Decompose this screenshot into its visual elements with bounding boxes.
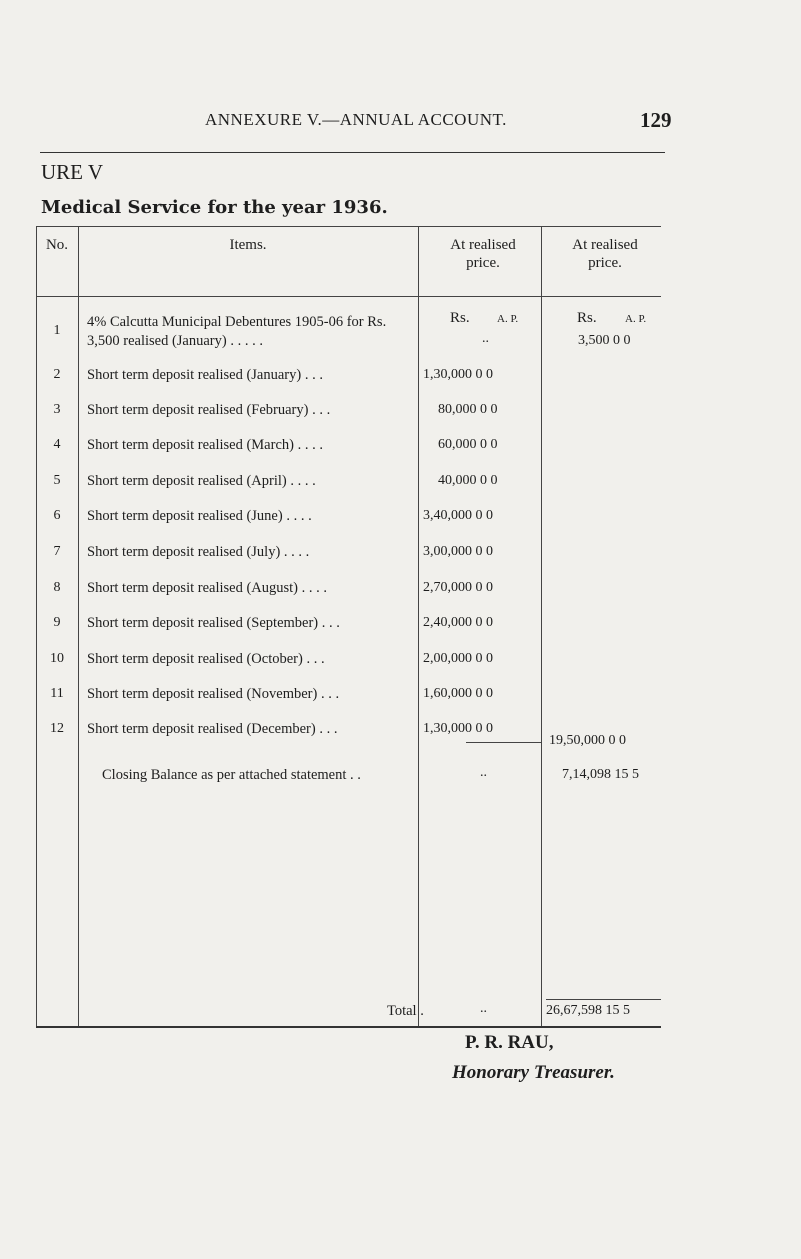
row-amount-1: 2,70,000 0 0 [423, 580, 493, 595]
closing-balance-amount-2: 7,14,098 15 5 [562, 767, 639, 782]
unit-ap-1: A. P. [497, 313, 519, 325]
row-amount-1-empty: .. [482, 331, 489, 346]
row-item: Short term deposit realised (July) . . . . [87, 544, 310, 560]
column-divider-no [78, 226, 79, 1026]
page-number: 129 [640, 108, 672, 132]
row-item: Short term deposit realised (April) . . . . [87, 473, 316, 489]
row-amount-1: 80,000 0 0 [438, 402, 498, 417]
row-item: Short term deposit realised (June) . . . . [87, 508, 312, 524]
signatory-role: Honorary Treasurer. [452, 1062, 615, 1083]
column-header-no: No. [45, 237, 69, 253]
row-amount-1: 3,40,000 0 0 [423, 508, 493, 523]
row-number: 5 [53, 473, 61, 488]
column-divider-items [418, 226, 419, 1026]
row-number: 1 [53, 323, 61, 338]
row-item-line2: 3,500 realised (January) . . . . . [87, 333, 263, 349]
row-item: Short term deposit realised (August) . . . . [87, 580, 328, 596]
total-rule [546, 999, 661, 1000]
row-amount-1: 1,60,000 0 0 [423, 686, 493, 701]
row-number: 3 [53, 402, 61, 417]
unit-rs-2: Rs. [577, 310, 597, 326]
signatory-name: P. R. RAU, [465, 1032, 554, 1053]
page-subtitle: Medical Service for the year 1936. [41, 197, 388, 218]
subtotal-amount: 19,50,000 0 0 [549, 733, 626, 748]
subtotal-rule [466, 742, 541, 743]
row-number: 2 [53, 367, 61, 382]
row-amount-1: 3,00,000 0 0 [423, 544, 493, 559]
row-number: 8 [53, 580, 61, 595]
column-header-items: Items. [229, 237, 267, 253]
row-amount-1: 2,00,000 0 0 [423, 651, 493, 666]
row-item: Short term deposit realised (January) . . . [87, 367, 323, 383]
row-item: Short term deposit realised (November) . . . [87, 686, 340, 702]
table-top-border [36, 226, 661, 227]
column-header-realised-price-1: At realised price. [450, 237, 516, 271]
row-number: 9 [53, 615, 61, 630]
closing-balance-item: Closing Balance as per attached statement . . [102, 767, 361, 783]
unit-ap-2: A. P. [625, 313, 647, 325]
row-item: Short term deposit realised (February) . . . [87, 402, 331, 418]
header-rule [40, 152, 665, 153]
row-amount-2: 3,500 0 0 [578, 333, 631, 348]
row-item: Short term deposit realised (December) . . . [87, 721, 338, 737]
row-amount-1: 1,30,000 0 0 [423, 721, 493, 736]
row-item: Short term deposit realised (March) . . . . [87, 437, 323, 453]
total-label: Total . [387, 1003, 424, 1019]
row-number: 10 [50, 651, 64, 666]
row-number: 12 [50, 721, 64, 736]
annexure-heading-fragment: URE V [41, 160, 104, 184]
row-number: 4 [53, 437, 61, 452]
closing-balance-amount-1: .. [480, 765, 487, 780]
unit-rs-1: Rs. [450, 310, 470, 326]
row-number: 6 [53, 508, 61, 523]
total-amount-2: 26,67,598 15 5 [546, 1003, 630, 1018]
row-item: Short term deposit realised (September) . . . [87, 615, 340, 631]
row-amount-1: 2,40,000 0 0 [423, 615, 493, 630]
row-number: 11 [50, 686, 64, 701]
column-header-realised-price-2: At realised price. [572, 237, 638, 271]
header-row-separator [36, 296, 661, 297]
running-header: ANNEXURE V.—ANNUAL ACCOUNT. [205, 110, 507, 129]
column-divider-price1 [541, 226, 542, 1026]
table-bottom-border [36, 1026, 661, 1028]
row-number: 7 [53, 544, 61, 559]
row-item: Short term deposit realised (October) . . . [87, 651, 325, 667]
row-amount-1: 60,000 0 0 [438, 437, 498, 452]
row-amount-1: 40,000 0 0 [438, 473, 498, 488]
total-amount-1: .. [480, 1001, 487, 1016]
row-amount-1: 1,30,000 0 0 [423, 367, 493, 382]
row-item-line1: 4% Calcutta Municipal Debentures 1905-06 for Rs. [87, 314, 387, 330]
